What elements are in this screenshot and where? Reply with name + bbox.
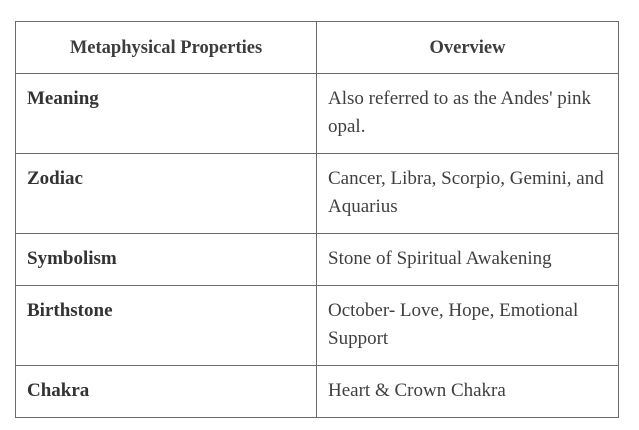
header-metaphysical-properties: Metaphysical Properties bbox=[16, 22, 317, 74]
table-row-birthstone bbox=[16, 286, 619, 366]
row-value-symbolism: Stone of Spiritual Awakening bbox=[317, 234, 619, 286]
row-value-meaning: Also referred to as the Andes' pink opal. bbox=[317, 74, 619, 154]
table-row-chakra bbox=[16, 366, 619, 418]
row-label-zodiac: Zodiac bbox=[16, 154, 317, 234]
row-value-chakra: Heart & Crown Chakra bbox=[317, 366, 619, 418]
row-label-symbolism: Symbolism bbox=[16, 234, 317, 286]
header-overview: Overview bbox=[317, 22, 619, 74]
row-label-birthstone: Birthstone bbox=[16, 286, 317, 366]
table-row-zodiac bbox=[16, 154, 619, 234]
table-row-meaning bbox=[16, 74, 619, 154]
row-label-chakra: Chakra bbox=[16, 366, 317, 418]
table-header-row bbox=[16, 22, 619, 74]
row-label-meaning: Meaning bbox=[16, 74, 317, 154]
row-value-birthstone: October- Love, Hope, Emotional Support bbox=[317, 286, 619, 366]
table-row-symbolism bbox=[16, 234, 619, 286]
metaphysical-properties-table bbox=[15, 21, 619, 418]
row-value-zodiac: Cancer, Libra, Scorpio, Gemini, and Aquarius bbox=[317, 154, 619, 234]
